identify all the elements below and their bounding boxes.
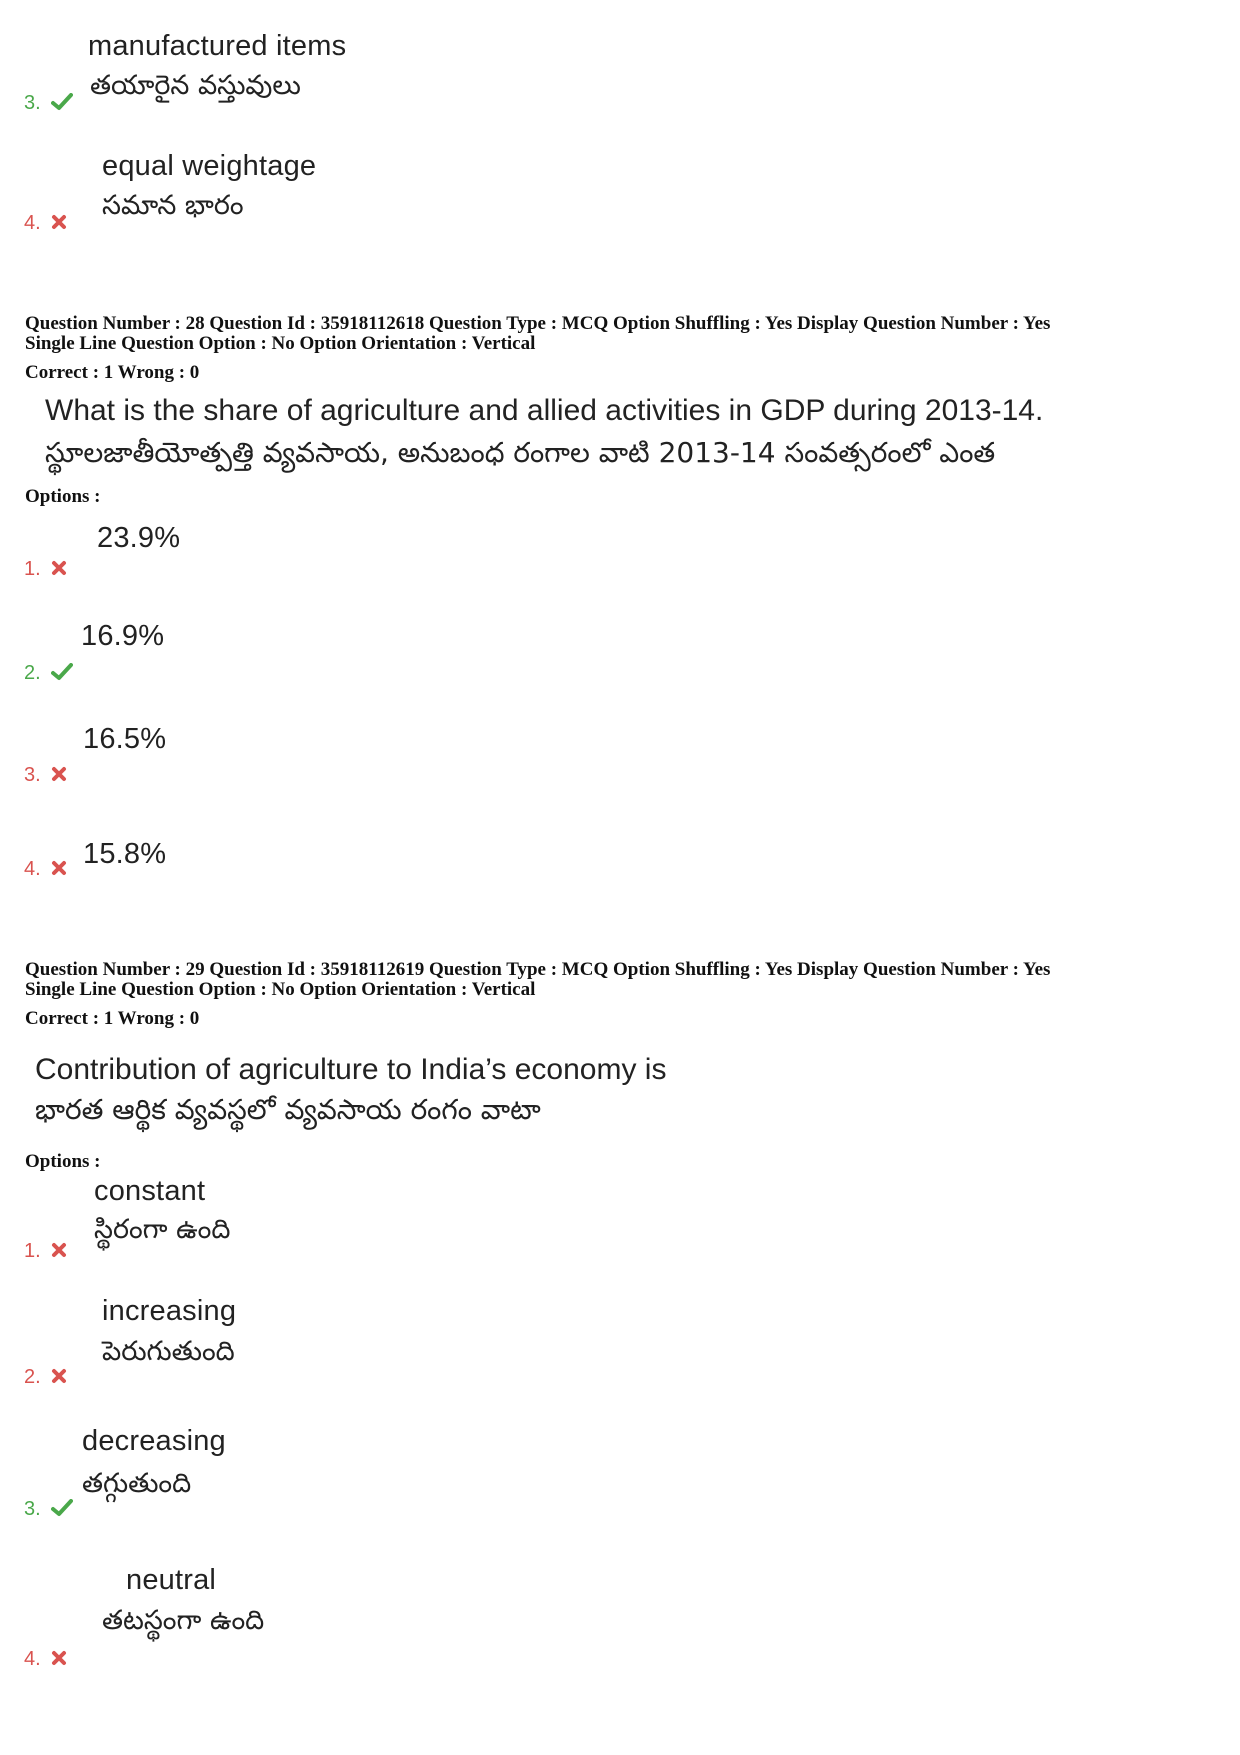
- cross-icon: [51, 1242, 67, 1263]
- cross-icon: [51, 766, 67, 787]
- q29-question-en: Contribution of agriculture to India’s economy is: [35, 1053, 667, 1086]
- q28-option-3-text: 16.5%: [83, 723, 167, 755]
- q29-option-2-te: పెరుగుతుంది: [102, 1336, 235, 1367]
- cross-icon: [51, 560, 67, 581]
- option-number: 1.: [24, 558, 41, 580]
- q28-option-2-text: 16.9%: [81, 620, 165, 652]
- option-number: 1.: [24, 1240, 41, 1262]
- q29-option-3-en: decreasing: [82, 1425, 226, 1457]
- check-icon: [51, 1499, 73, 1522]
- prev-option-4-te: సమాన భారం: [102, 190, 244, 221]
- q29-option-2-en: increasing: [102, 1295, 237, 1327]
- q29-option-2-marker: [24, 1366, 67, 1389]
- q29-meta-line2: Single Line Question Option : No Option Orientation : Vertical: [25, 979, 536, 1000]
- q29-option-4-marker: [24, 1648, 67, 1671]
- q29-question-te: భారత ఆర్థిక వ్యవస్థలో వ్యవసాయ రంగం వాటా: [35, 1093, 541, 1126]
- option-number: 3.: [24, 92, 41, 114]
- q29-option-1-en: constant: [94, 1175, 206, 1207]
- option-number: 4.: [24, 858, 41, 880]
- q29-option-4-te: తటస్థంగా ఉంది: [102, 1605, 265, 1636]
- check-icon: [51, 93, 73, 116]
- q28-meta-line1: Question Number : 28 Question Id : 35918112618 Question Type : MCQ Option Shuffling : Yes Display Question Number : Yes: [25, 313, 1051, 334]
- q29-option-1-marker: [24, 1240, 67, 1263]
- q28-question-te: స్థూలజాతీయోత్పత్తి వ్యవసాయ, అనుబంధ రంగాల వాటి 2013-14 సంవత్సరంలో ఎంత: [45, 436, 996, 469]
- option-number: 4.: [24, 212, 41, 234]
- q28-option-3-marker: [24, 764, 67, 787]
- check-icon: [51, 663, 73, 686]
- prev-option-4-en: equal weightage: [102, 150, 317, 182]
- q28-meta-line2: Single Line Question Option : No Option Orientation : Vertical: [25, 333, 536, 354]
- q29-option-3-te: తగ్గుతుంది: [82, 1468, 192, 1499]
- q29-options-label: Options :: [25, 1151, 101, 1172]
- option-number: 3.: [24, 764, 41, 786]
- q28-option-1-text: 23.9%: [97, 522, 181, 554]
- q28-score: Correct : 1 Wrong : 0: [25, 362, 200, 383]
- q28-option-4-text: 15.8%: [83, 838, 167, 870]
- q29-meta-line1: Question Number : 29 Question Id : 35918112619 Question Type : MCQ Option Shuffling : Yes Display Question Number : Yes: [25, 959, 1051, 980]
- option-number: 2.: [24, 662, 41, 684]
- q29-option-4-en: neutral: [126, 1564, 217, 1596]
- q28-option-4-marker: [24, 858, 67, 881]
- cross-icon: [51, 1650, 67, 1671]
- cross-icon: [51, 214, 67, 235]
- q28-question-en: What is the share of agriculture and allied activities in GDP during 2013-14.: [45, 394, 1044, 427]
- q29-option-3-marker: [24, 1498, 73, 1522]
- option-number: 2.: [24, 1366, 41, 1388]
- cross-icon: [51, 1368, 67, 1389]
- option-number: 3.: [24, 1498, 41, 1520]
- q28-option-2-marker: [24, 662, 73, 686]
- prev-option-4-marker: [24, 212, 67, 235]
- q28-option-1-marker: [24, 558, 67, 581]
- cross-icon: [51, 860, 67, 881]
- prev-option-3-en: manufactured items: [88, 30, 347, 62]
- q29-option-1-te: స్థిరంగా ఉంది: [94, 1214, 231, 1245]
- option-number: 4.: [24, 1648, 41, 1670]
- prev-option-3-te: తయారైన వస్తువులు: [90, 70, 301, 101]
- prev-option-3-marker: [24, 92, 73, 116]
- q28-options-label: Options :: [25, 486, 101, 507]
- q29-score: Correct : 1 Wrong : 0: [25, 1008, 200, 1029]
